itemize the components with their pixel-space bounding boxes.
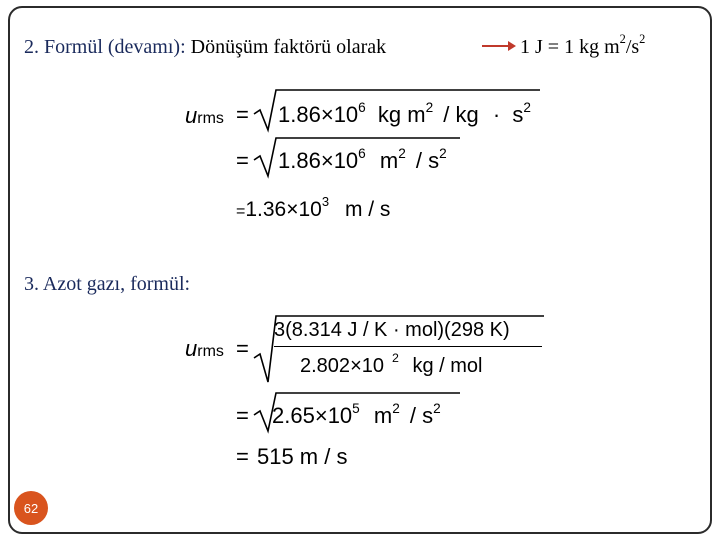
section3-title: 3. Azot gazı, formül: (24, 273, 191, 295)
eq2-line1-expr: $1.86\times 10^6$ kg $m^2$ / kg · $s^2$ (278, 99, 531, 127)
eq2-line3: $=1.36\times 10^3$ m / s (236, 194, 391, 221)
eq3-line3: = 515 m / s (236, 444, 348, 469)
eq3-line1: = (236, 336, 249, 361)
fraction-bar (274, 346, 542, 347)
arrow-icon (482, 40, 516, 52)
eq2-line2: = (236, 148, 249, 173)
eq2-line1: = (236, 102, 249, 127)
conversion-factor: 1 J = 1 kg $m^2/s^2$ (520, 32, 646, 58)
slide-frame (8, 6, 712, 534)
section2-text: Dönüşüm faktörü olarak (190, 36, 387, 58)
section2-title: 2. Formül (devamı): (24, 36, 186, 58)
eq2-line2-expr: $1.86\times 10^6$ $m^2 / s^2$ (278, 145, 447, 173)
eq3-line2: = (236, 403, 249, 428)
eq3-numerator: 3(8.314 J / K · mol)(298 K) (274, 319, 510, 341)
urms-symbol: urms (185, 103, 224, 128)
urms-symbol: urms (185, 336, 224, 361)
eq3-line2-expr: $2.65\times 10^5$ $m^2 / s^2$ (272, 400, 441, 428)
section2-heading (24, 36, 386, 58)
eq3-denominator: 2.802×10 $^2$ kg / mol (300, 351, 483, 377)
page-number-badge: 62 (14, 491, 48, 525)
